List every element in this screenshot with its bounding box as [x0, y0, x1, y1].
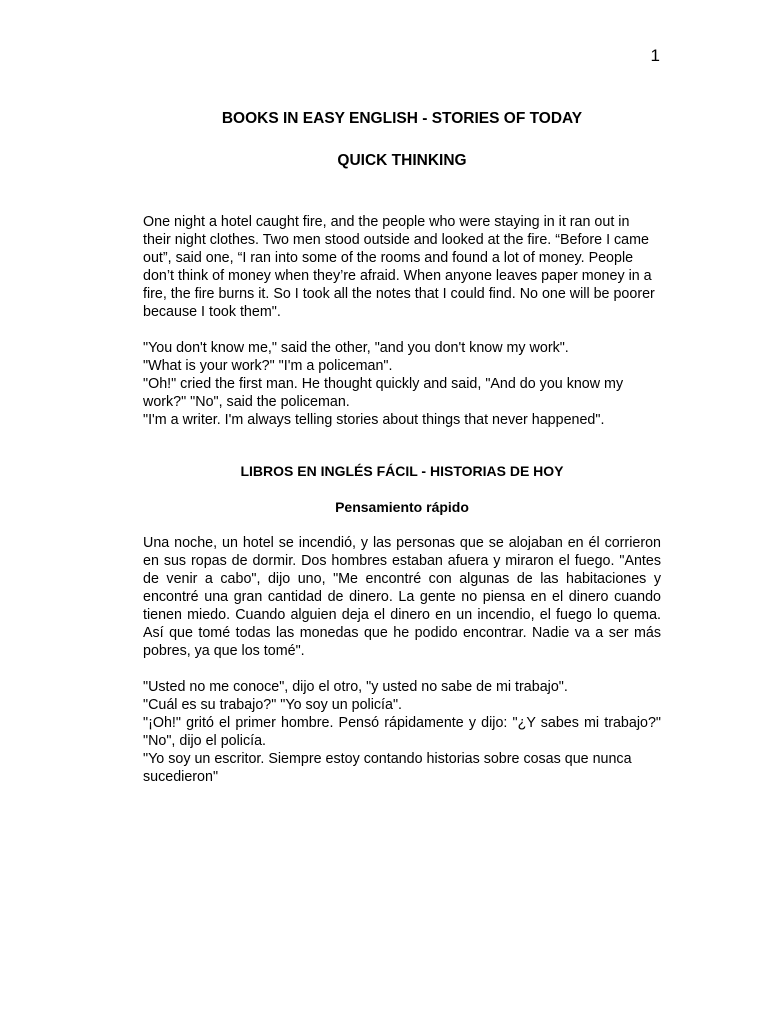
- english-story-title: QUICK THINKING: [337, 152, 467, 169]
- spanish-paragraph-text: Una noche, un hotel se incendió, y las personas que se alojaban en él corrieron en sus ropas de dormir. Dos hombres estaban afuera y miraron el fuego. "Antes de venir a cabo", dijo uno, "Me encontré con algunas de las habitaciones y encontré una gran cantidad de dinero. La gente no piensa en el dinero cuando tienen miedo. Cuando alguien deja el dinero en un incendio, el fuego lo quema. Así que tomé todas las monedas que he podido encontrar. Nadie va a ser más pobres, ya que los tomé".: [143, 535, 661, 659]
- english-dialog: [143, 339, 661, 429]
- spanish-dialog-line-4: "Yo soy un escritor. Siempre estoy contando historias sobre cosas que nunca sucedieron": [143, 751, 632, 785]
- spanish-story-title: Pensamiento rápido: [335, 499, 469, 515]
- english-dialog-line-3: "Oh!" cried the first man. He thought quickly and said, "And do you know my work?" "No", said the policeman.: [143, 376, 624, 410]
- spanish-dialog-line-2: "Cuál es su trabajo?" "Yo soy un policía".: [143, 697, 402, 713]
- spanish-series-title: LIBROS EN INGLÉS FÁCIL - HISTORIAS DE HOY: [240, 463, 564, 479]
- english-series-title: BOOKS IN EASY ENGLISH - STORIES OF TODAY: [221, 110, 583, 127]
- english-paragraph: [143, 213, 661, 321]
- page-number: 1: [650, 46, 660, 65]
- english-dialog-line-1: "You don't know me," said the other, "and you don't know my work".: [143, 340, 569, 356]
- english-dialog-line-2: "What is your work?" "I'm a policeman".: [143, 358, 393, 374]
- english-paragraph-text: One night a hotel caught fire, and the people who were staying in it ran out in their night clothes. Two men stood outside and looked at the fire. “Before I came out”, said one, “I ran into some of the rooms and found a lot of money. People don’t think of money when they’re afraid. When anyone leaves paper money in a fire, the fire burns it. So I took all the notes that I could find. No one will be poorer because I took them".: [143, 214, 655, 320]
- english-dialog-line-4: "I'm a writer. I'm always telling stories about things that never happened".: [143, 412, 605, 428]
- spanish-dialog-line-3: "¡Oh!" gritó el primer hombre. Pensó rápidamente y dijo: "¿Y sabes mi trabajo?" "No", dijo el policía.: [143, 715, 661, 749]
- spanish-dialog: [143, 678, 661, 786]
- spanish-paragraph: [143, 534, 661, 660]
- spanish-dialog-line-1: "Usted no me conoce", dijo el otro, "y usted no sabe de mi trabajo".: [143, 679, 568, 695]
